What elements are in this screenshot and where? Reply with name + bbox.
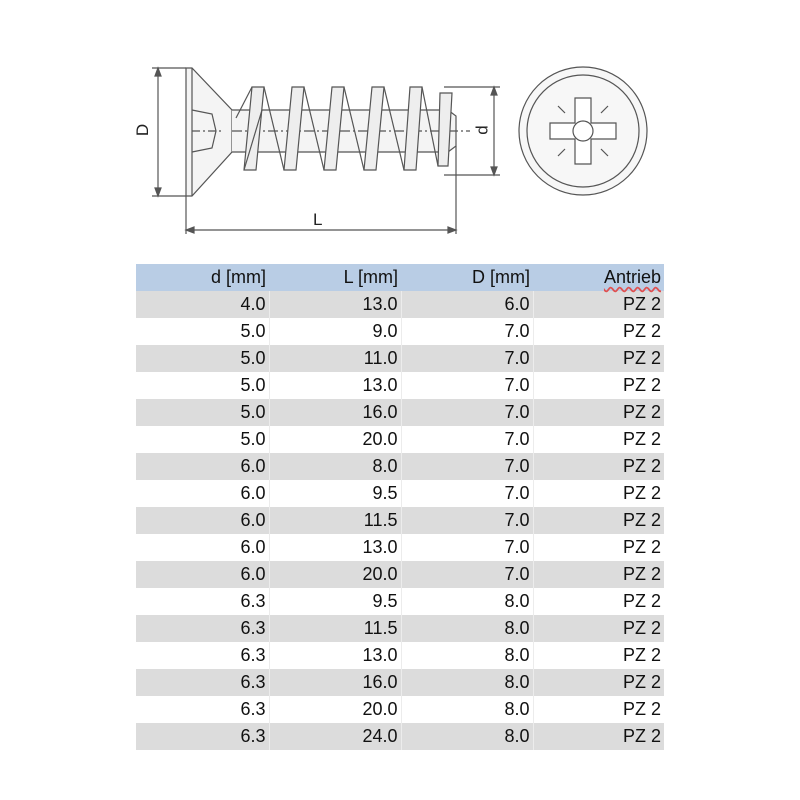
table-cell: 20.0 (269, 561, 401, 588)
table-cell: PZ 2 (533, 561, 664, 588)
table-cell: 20.0 (269, 696, 401, 723)
header-d: d [mm] (136, 264, 269, 291)
table-cell: 8.0 (401, 615, 533, 642)
table-cell: 7.0 (401, 507, 533, 534)
table-cell: 16.0 (269, 399, 401, 426)
table-row (136, 669, 664, 696)
table-cell: PZ 2 (533, 426, 664, 453)
table-row (136, 318, 664, 345)
table-cell: 5.0 (136, 372, 269, 399)
table-cell: PZ 2 (533, 372, 664, 399)
table-cell: PZ 2 (533, 615, 664, 642)
head-diameter-label: D (133, 123, 153, 137)
header-antrieb-text: Antrieb (603, 267, 661, 287)
table-row (136, 345, 664, 372)
table-cell: 6.3 (136, 588, 269, 615)
thread-diameter-label: d (472, 125, 492, 135)
table-cell: PZ 2 (533, 480, 664, 507)
table-cell: 6.0 (136, 480, 269, 507)
table-cell: 11.5 (269, 507, 401, 534)
table-cell: 16.0 (269, 669, 401, 696)
table-cell: 13.0 (269, 372, 401, 399)
table-cell: 6.0 (136, 534, 269, 561)
table-cell: 11.5 (269, 615, 401, 642)
table-cell: PZ 2 (533, 453, 664, 480)
screw-spec-table (136, 264, 664, 750)
table-cell: 4.0 (136, 291, 269, 318)
table-cell: 6.3 (136, 723, 269, 750)
table-cell: 9.5 (269, 588, 401, 615)
table-cell: PZ 2 (533, 399, 664, 426)
table-row (136, 453, 664, 480)
table-cell: 5.0 (136, 399, 269, 426)
table-row (136, 480, 664, 507)
table-cell: 7.0 (401, 453, 533, 480)
table-cell: PZ 2 (533, 723, 664, 750)
table-cell: PZ 2 (533, 318, 664, 345)
table-cell: PZ 2 (533, 669, 664, 696)
table-cell: 6.3 (136, 669, 269, 696)
table-cell: PZ 2 (533, 588, 664, 615)
table-cell: 8.0 (401, 642, 533, 669)
table-cell: PZ 2 (533, 345, 664, 372)
length-label: L (313, 210, 323, 229)
table-row (136, 291, 664, 318)
table-cell: 8.0 (401, 723, 533, 750)
table-row (136, 426, 664, 453)
table-row (136, 372, 664, 399)
table-cell: 7.0 (401, 480, 533, 507)
table-cell: 13.0 (269, 534, 401, 561)
table-cell: PZ 2 (533, 291, 664, 318)
table-row (136, 642, 664, 669)
table-cell: 7.0 (401, 345, 533, 372)
screw-side-view-icon (0, 0, 800, 250)
table-cell: 8.0 (401, 669, 533, 696)
table-row (136, 696, 664, 723)
table-cell: 13.0 (269, 291, 401, 318)
screw-technical-drawing (0, 0, 800, 250)
table-row (136, 534, 664, 561)
table-cell: PZ 2 (533, 642, 664, 669)
table-body (136, 291, 664, 750)
table-row (136, 561, 664, 588)
table-cell: 6.3 (136, 696, 269, 723)
table-cell: 6.0 (136, 561, 269, 588)
table-cell: 7.0 (401, 534, 533, 561)
table-cell: 5.0 (136, 426, 269, 453)
table-row (136, 723, 664, 750)
table-cell: 6.3 (136, 615, 269, 642)
table-cell: 9.0 (269, 318, 401, 345)
table-cell: 5.0 (136, 345, 269, 372)
header-L: L [mm] (269, 264, 401, 291)
table-cell: PZ 2 (533, 696, 664, 723)
table-header-row (136, 264, 664, 291)
table-row (136, 507, 664, 534)
table-cell: 5.0 (136, 318, 269, 345)
table-cell: 7.0 (401, 399, 533, 426)
table-cell: 7.0 (401, 561, 533, 588)
table-row (136, 588, 664, 615)
table-cell: 9.5 (269, 480, 401, 507)
table-cell: 11.0 (269, 345, 401, 372)
table-cell: 24.0 (269, 723, 401, 750)
table-cell: 6.0 (401, 291, 533, 318)
table-cell: 6.0 (136, 507, 269, 534)
table-cell: 7.0 (401, 372, 533, 399)
table-cell: 7.0 (401, 318, 533, 345)
table-cell: 7.0 (401, 426, 533, 453)
table-cell: 6.0 (136, 453, 269, 480)
table-row (136, 615, 664, 642)
table-cell: 8.0 (401, 696, 533, 723)
table-cell: 20.0 (269, 426, 401, 453)
table-cell: 6.3 (136, 642, 269, 669)
table-cell: PZ 2 (533, 534, 664, 561)
table-cell: 8.0 (401, 588, 533, 615)
header-D: D [mm] (401, 264, 533, 291)
table-row (136, 399, 664, 426)
table-cell: 8.0 (269, 453, 401, 480)
table-cell: PZ 2 (533, 507, 664, 534)
header-antrieb (533, 264, 664, 291)
table-cell: 13.0 (269, 642, 401, 669)
